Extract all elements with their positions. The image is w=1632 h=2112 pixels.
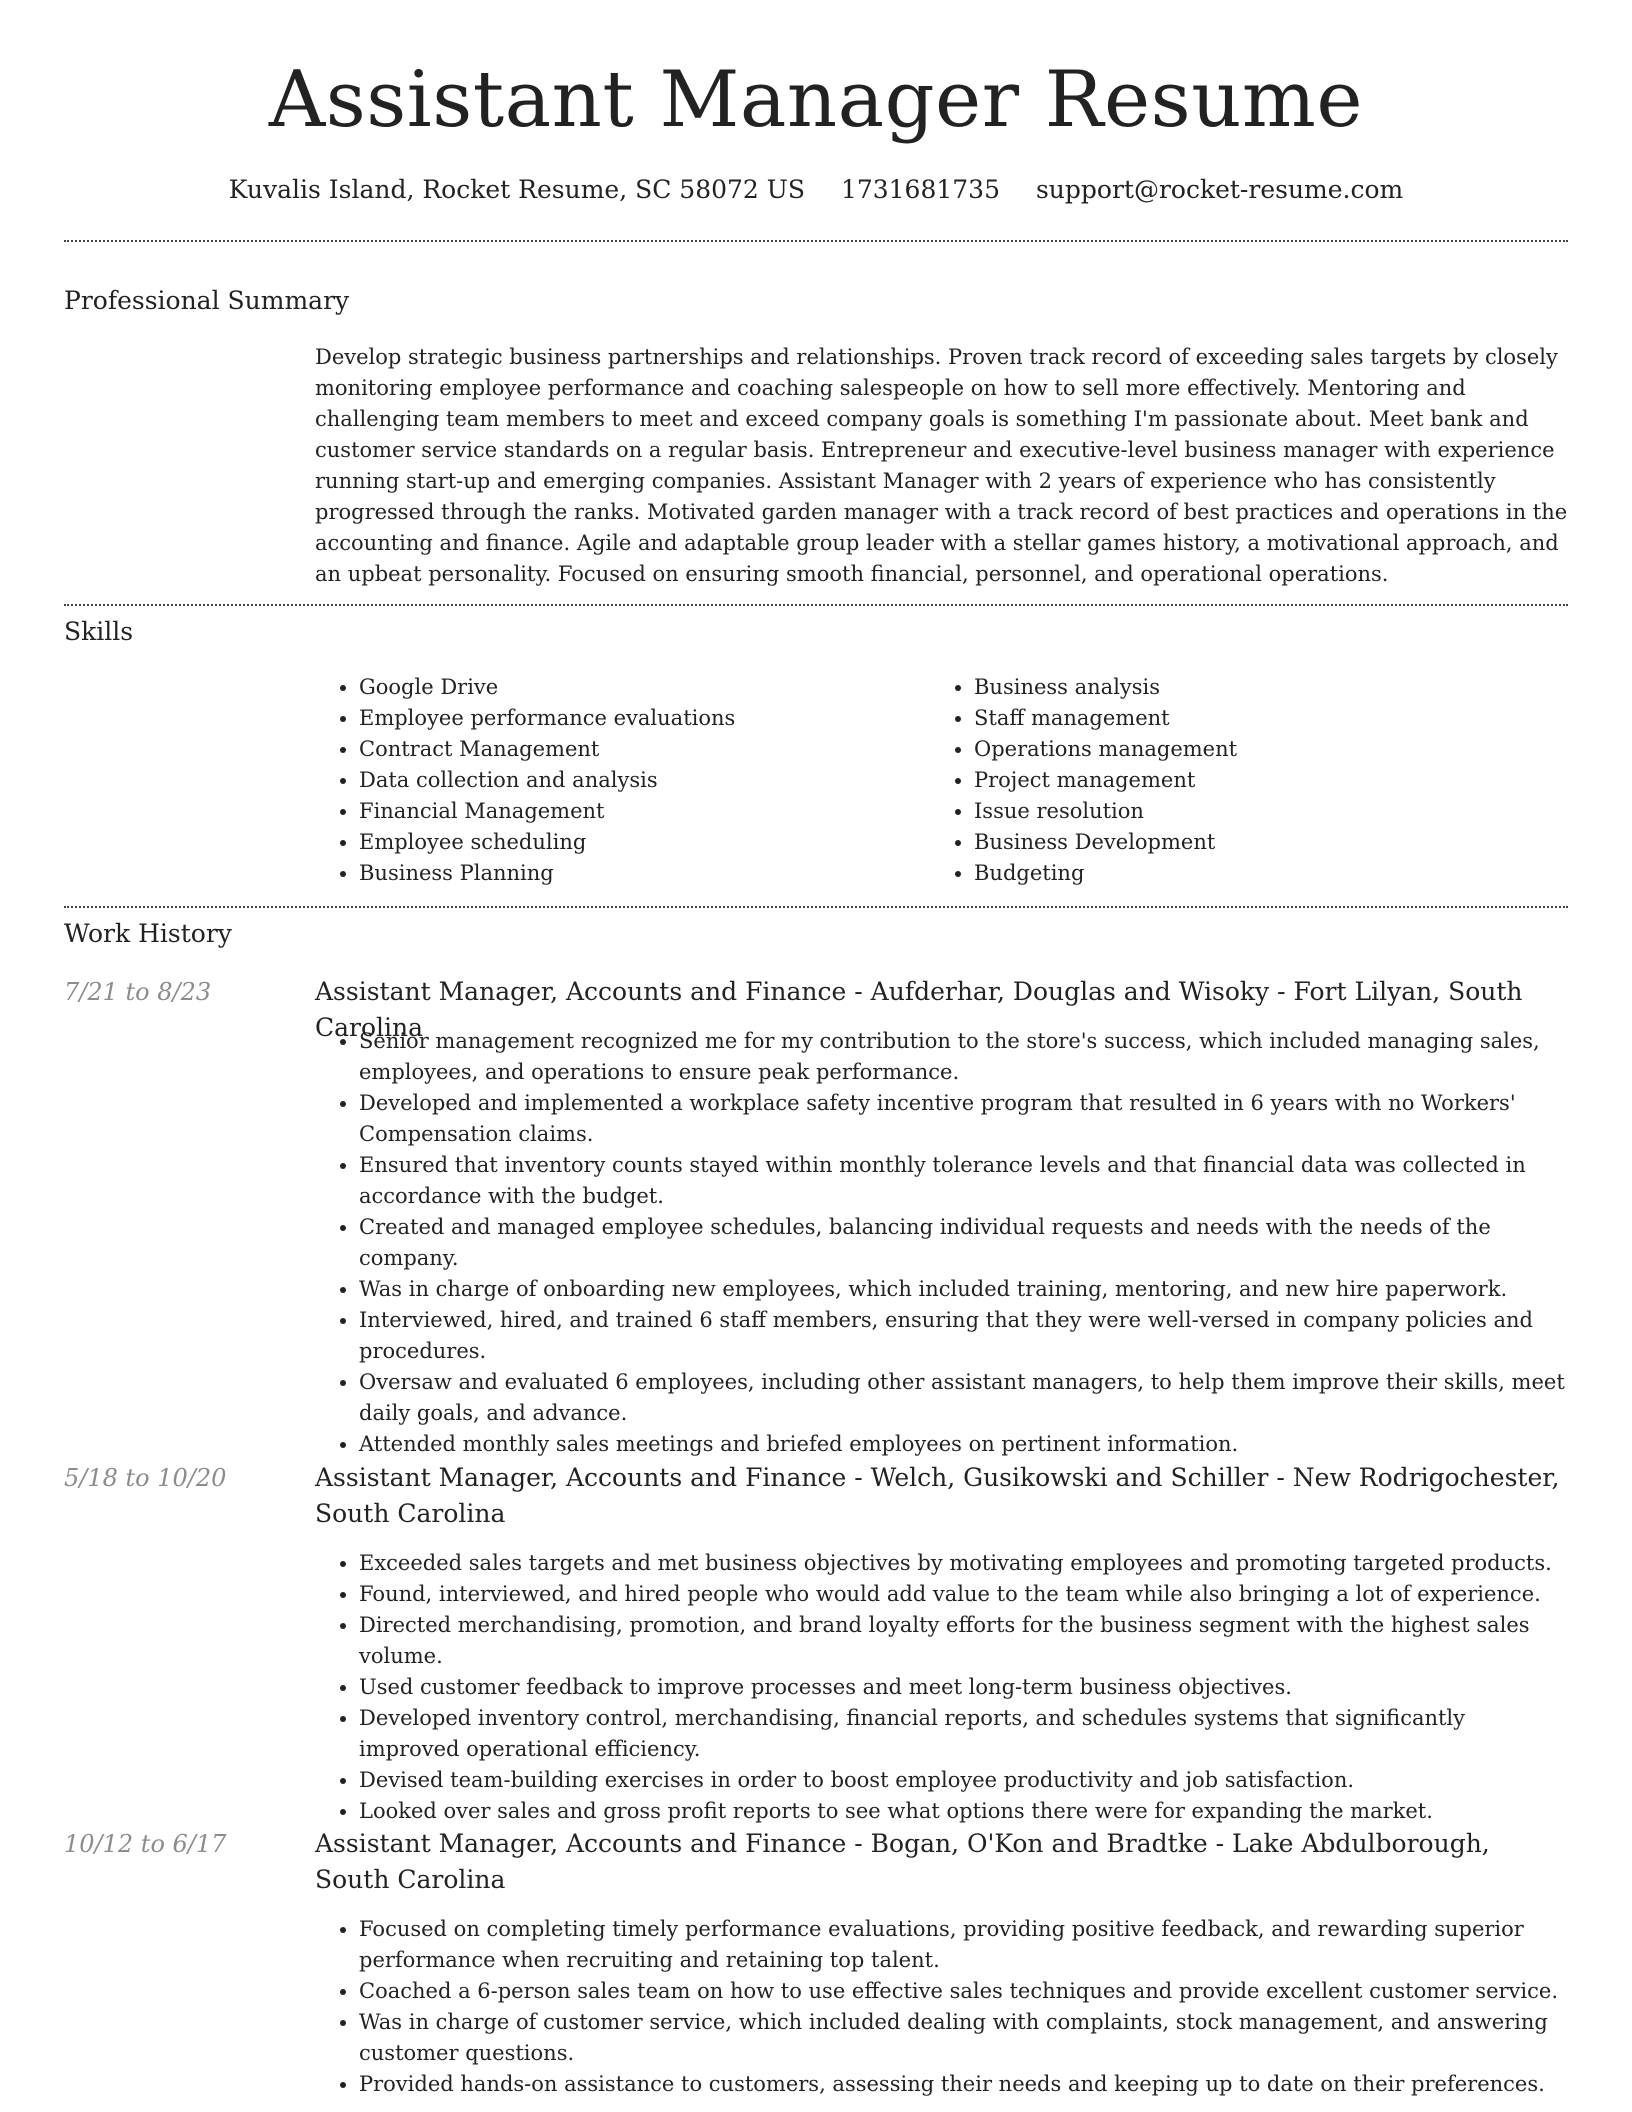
skill-item: • Contract Management (359, 734, 919, 765)
skill-item: • Budgeting (974, 858, 1534, 889)
resume-title: Assistant Manager Resume (268, 55, 1364, 145)
job-title: Assistant Manager, Accounts and Finance - Aufderhar, Douglas and Wisoky - Fort Lilyan, South Carolina (315, 977, 1523, 1042)
job-bullet: • Looked over sales and gross profit reports to see what options there were for expanding the market. (359, 1796, 1568, 1827)
skills-list-right (930, 672, 1534, 889)
job-bullet-list (315, 1914, 1568, 2100)
skill-item: • Business Planning (359, 858, 919, 889)
skill-item: • Project management (974, 765, 1534, 796)
divider (64, 604, 1568, 606)
divider (64, 240, 1568, 242)
job-bullet: • Directed merchandising, promotion, and brand loyalty efforts for the business segment with the highest sales volume. (359, 1610, 1568, 1672)
section-title-work-history: Work History (64, 919, 232, 948)
skill-item: • Google Drive (359, 672, 919, 703)
skill-item: • Staff management (974, 703, 1534, 734)
job-bullet: • Created and managed employee schedules, balancing individual requests and needs with the needs of the company. (359, 1212, 1568, 1274)
skill-item: • Financial Management (359, 796, 919, 827)
section-title-skills: Skills (64, 617, 134, 646)
job-bullet: • Devised team-building exercises in order to boost employee productivity and job satisfaction. (359, 1765, 1568, 1796)
job-bullet: • Used customer feedback to improve processes and meet long-term business objectives. (359, 1672, 1568, 1703)
job-bullet: • Ensured that inventory counts stayed within monthly tolerance levels and that financial data was collected in accordance with the budget. (359, 1150, 1568, 1212)
job-title: Assistant Manager, Accounts and Finance - Welch, Gusikowski and Schiller - New Rodrigochester, South Carolina (315, 1463, 1560, 1528)
job-title: Assistant Manager, Accounts and Finance - Bogan, O'Kon and Bradtke - Lake Abdulborough, South Carolina (315, 1829, 1490, 1894)
contact-email: support@rocket-resume.com (1035, 175, 1404, 204)
skill-item: • Operations management (974, 734, 1534, 765)
skill-item: • Employee scheduling (359, 827, 919, 858)
job-bullet: • Developed and implemented a workplace safety incentive program that resulted in 6 years with no Workers' Compensation claims. (359, 1088, 1568, 1150)
job-dates: 10/12 to 6/17 (64, 1830, 227, 1858)
job-bullet: • Coached a 6-person sales team on how to use effective sales techniques and provide excellent customer service. (359, 1976, 1568, 2007)
job-bullet: • Found, interviewed, and hired people who would add value to the team while also bringing a lot of experience. (359, 1579, 1568, 1610)
job-bullet-list (315, 1548, 1568, 1827)
skill-item: • Issue resolution (974, 796, 1534, 827)
job-bullet: • Oversaw and evaluated 6 employees, including other assistant managers, to help them improve their skills, meet daily goals, and advance. (359, 1367, 1568, 1429)
job-dates: 7/21 to 8/23 (64, 978, 212, 1006)
job-bullet: • Senior management recognized me for my contribution to the store's success, which included managing sales, employees, and operations to ensure peak performance. (359, 1026, 1568, 1088)
contact-line (0, 170, 1632, 210)
job-bullet-list (315, 1026, 1568, 1460)
summary-text: Develop strategic business partnerships and relationships. Proven track record of exceeding sales targets by closely monitoring employee performance and coaching salespeople on how to sell more effectively. Mentoring and challenging team members to meet and exceed company goals is something I'm passionate about. Meet bank and customer service standards on a regular basis. Entrepreneur and executive-level business manager with experience running start-up and emerging companies. Assistant Manager with 2 years of experience who has consistently progressed through the ranks. Motivated garden manager with a track record of best practices and operations in the accounting and finance. Agile and adaptable group leader with a stellar games history, a motivational approach, and an upbeat personality. Focused on ensuring smooth financial, personnel, and operational operations. (315, 345, 1568, 586)
job-bullet: • Provided hands-on assistance to customers, assessing their needs and keeping up to date on their preferences. (359, 2069, 1568, 2100)
section-title-summary: Professional Summary (64, 286, 350, 315)
skill-item: • Data collection and analysis (359, 765, 919, 796)
skill-item: • Business analysis (974, 672, 1534, 703)
contact-phone: 1731681735 (840, 175, 1000, 204)
skill-item: • Employee performance evaluations (359, 703, 919, 734)
job-bullet: • Interviewed, hired, and trained 6 staff members, ensuring that they were well-versed in company policies and procedures. (359, 1305, 1568, 1367)
job-bullet: • Exceeded sales targets and met business objectives by motivating employees and promoting targeted products. (359, 1548, 1568, 1579)
job-bullet: • Was in charge of customer service, which included dealing with complaints, stock management, and answering customer questions. (359, 2007, 1568, 2069)
job-bullet: • Was in charge of onboarding new employees, which included training, mentoring, and new hire paperwork. (359, 1274, 1568, 1305)
skill-item: • Business Development (974, 827, 1534, 858)
contact-address: Kuvalis Island, Rocket Resume, SC 58072 US (228, 175, 805, 204)
job-bullet: • Attended monthly sales meetings and briefed employees on pertinent information. (359, 1429, 1568, 1460)
job-bullet: • Focused on completing timely performance evaluations, providing positive feedback, and rewarding superior performance when recruiting and retaining top talent. (359, 1914, 1568, 1976)
skills-list-left (315, 672, 919, 889)
job-dates: 5/18 to 10/20 (64, 1464, 227, 1492)
job-bullet: • Developed inventory control, merchandising, financial reports, and schedules systems that significantly improved operational efficiency. (359, 1703, 1568, 1765)
divider (64, 906, 1568, 908)
